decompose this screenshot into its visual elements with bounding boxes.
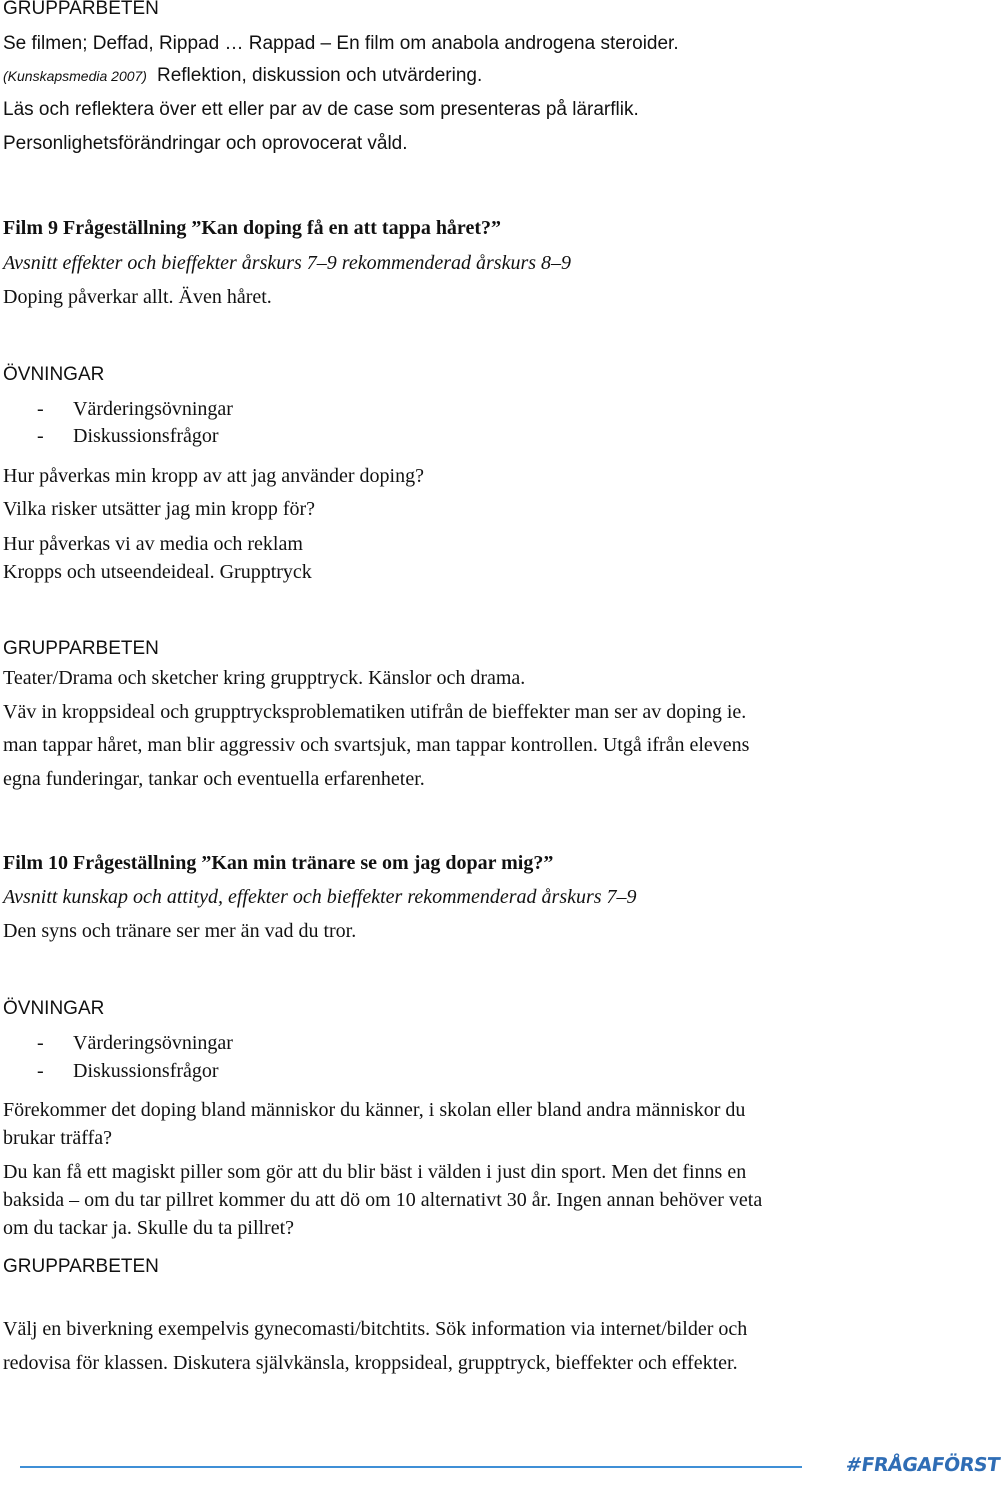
film10-section: Avsnitt kunskap och attityd, effekter och bieffekter rekommenderad årskurs 7–9 <box>3 886 637 908</box>
film10-group-text: Välj en biverkning exempelvis gynecomasti/bitchtits. Sök information via internet/bilder och <box>3 1318 748 1340</box>
film10-paragraph: brukar träffa? <box>3 1127 113 1149</box>
film10-list-item <box>3 1059 219 1083</box>
film9-section: Avsnitt effekter och bieffekter årskurs 7–9 rekommenderad årskurs 8–9 <box>3 252 572 274</box>
list-item-text: Diskussionsfrågor <box>73 425 219 447</box>
film9-group-text: Teater/Drama och sketcher kring grupptryck. Känslor och drama. <box>3 667 526 689</box>
film9-group-text: Väv in kroppsideal och grupptrycksproblematiken utifrån de bieffekter man ser av doping ie. <box>3 701 747 723</box>
source-note: (Kunskapsmedia 2007) <box>3 68 147 84</box>
film10-group-heading: GRUPPARBETEN <box>3 1256 159 1277</box>
film9-list-item <box>3 397 233 421</box>
list-dash: - <box>37 425 44 447</box>
film9-question: Hur påverkas vi av media och reklam <box>3 533 303 555</box>
film9-question: Vilka risker utsätter jag min kropp för? <box>3 498 316 520</box>
film9-summary: Doping påverkar allt. Även håret. <box>3 286 272 308</box>
list-dash: - <box>37 1032 44 1054</box>
film9-group-text: man tappar håret, man blir aggressiv och svartsjuk, man tappar kontrollen. Utgå ifrån elevens <box>3 734 750 756</box>
list-dash: - <box>37 1060 44 1082</box>
list-item-text: Värderingsövningar <box>73 1032 233 1054</box>
film9-title: Film 9 Frågeställning ”Kan doping få en att tappa håret?” <box>3 217 501 239</box>
section-heading: GRUPPARBETEN <box>3 0 159 19</box>
film9-question: Kropps och utseendeideal. Grupptryck <box>3 561 312 583</box>
film9-question: Hur påverkas min kropp av att jag använder doping? <box>3 465 424 487</box>
list-dash: - <box>37 398 44 420</box>
film10-ovningar-heading: ÖVNINGAR <box>3 998 105 1019</box>
film9-ovningar-heading: ÖVNINGAR <box>3 364 105 385</box>
film10-summary: Den syns och tränare ser mer än vad du tror. <box>3 920 357 942</box>
film10-paragraph: baksida – om du tar pillret kommer du att dö om 10 alternativt 30 år. Ingen annan behöver veta <box>3 1189 763 1211</box>
topic-line: Personlighetsförändringar och oprovocerat våld. <box>3 133 408 154</box>
film10-title: Film 10 Frågeställning ”Kan min tränare se om jag dopar mig?” <box>3 852 554 874</box>
film10-paragraph: om du tackar ja. Skulle du ta pillret? <box>3 1217 295 1239</box>
film10-paragraph: Förekommer det doping bland människor du känner, i skolan eller bland andra människor du <box>3 1099 746 1121</box>
reflection-text: Reflektion, diskussion och utvärdering. <box>156 65 483 86</box>
list-item-text: Diskussionsfrågor <box>73 1060 219 1082</box>
list-item-text: Värderingsövningar <box>73 398 233 420</box>
film-line: Se filmen; Deffad, Rippad … Rappad – En film om anabola androgena steroider. <box>3 33 679 54</box>
source-line <box>3 64 482 88</box>
film9-group-text: egna funderingar, tankar och eventuella erfarenheter. <box>3 768 425 790</box>
film9-list-item <box>3 424 219 448</box>
film10-group-text: redovisa för klassen. Diskutera självkänsla, kroppsideal, grupptryck, bieffekter och effekter. <box>3 1352 738 1374</box>
film10-paragraph: Du kan få ett magiskt piller som gör att du blir bäst i välden i just din sport. Men det finns en <box>3 1161 747 1183</box>
footer-brand-logo: #FRÅGAFÖRST <box>844 1454 1001 1476</box>
footer-rule <box>20 1466 802 1468</box>
film9-group-heading: GRUPPARBETEN <box>3 638 159 659</box>
read-line: Läs och reflektera över ett eller par av de case som presenteras på lärarflik. <box>3 99 639 120</box>
film10-list-item <box>3 1031 233 1055</box>
